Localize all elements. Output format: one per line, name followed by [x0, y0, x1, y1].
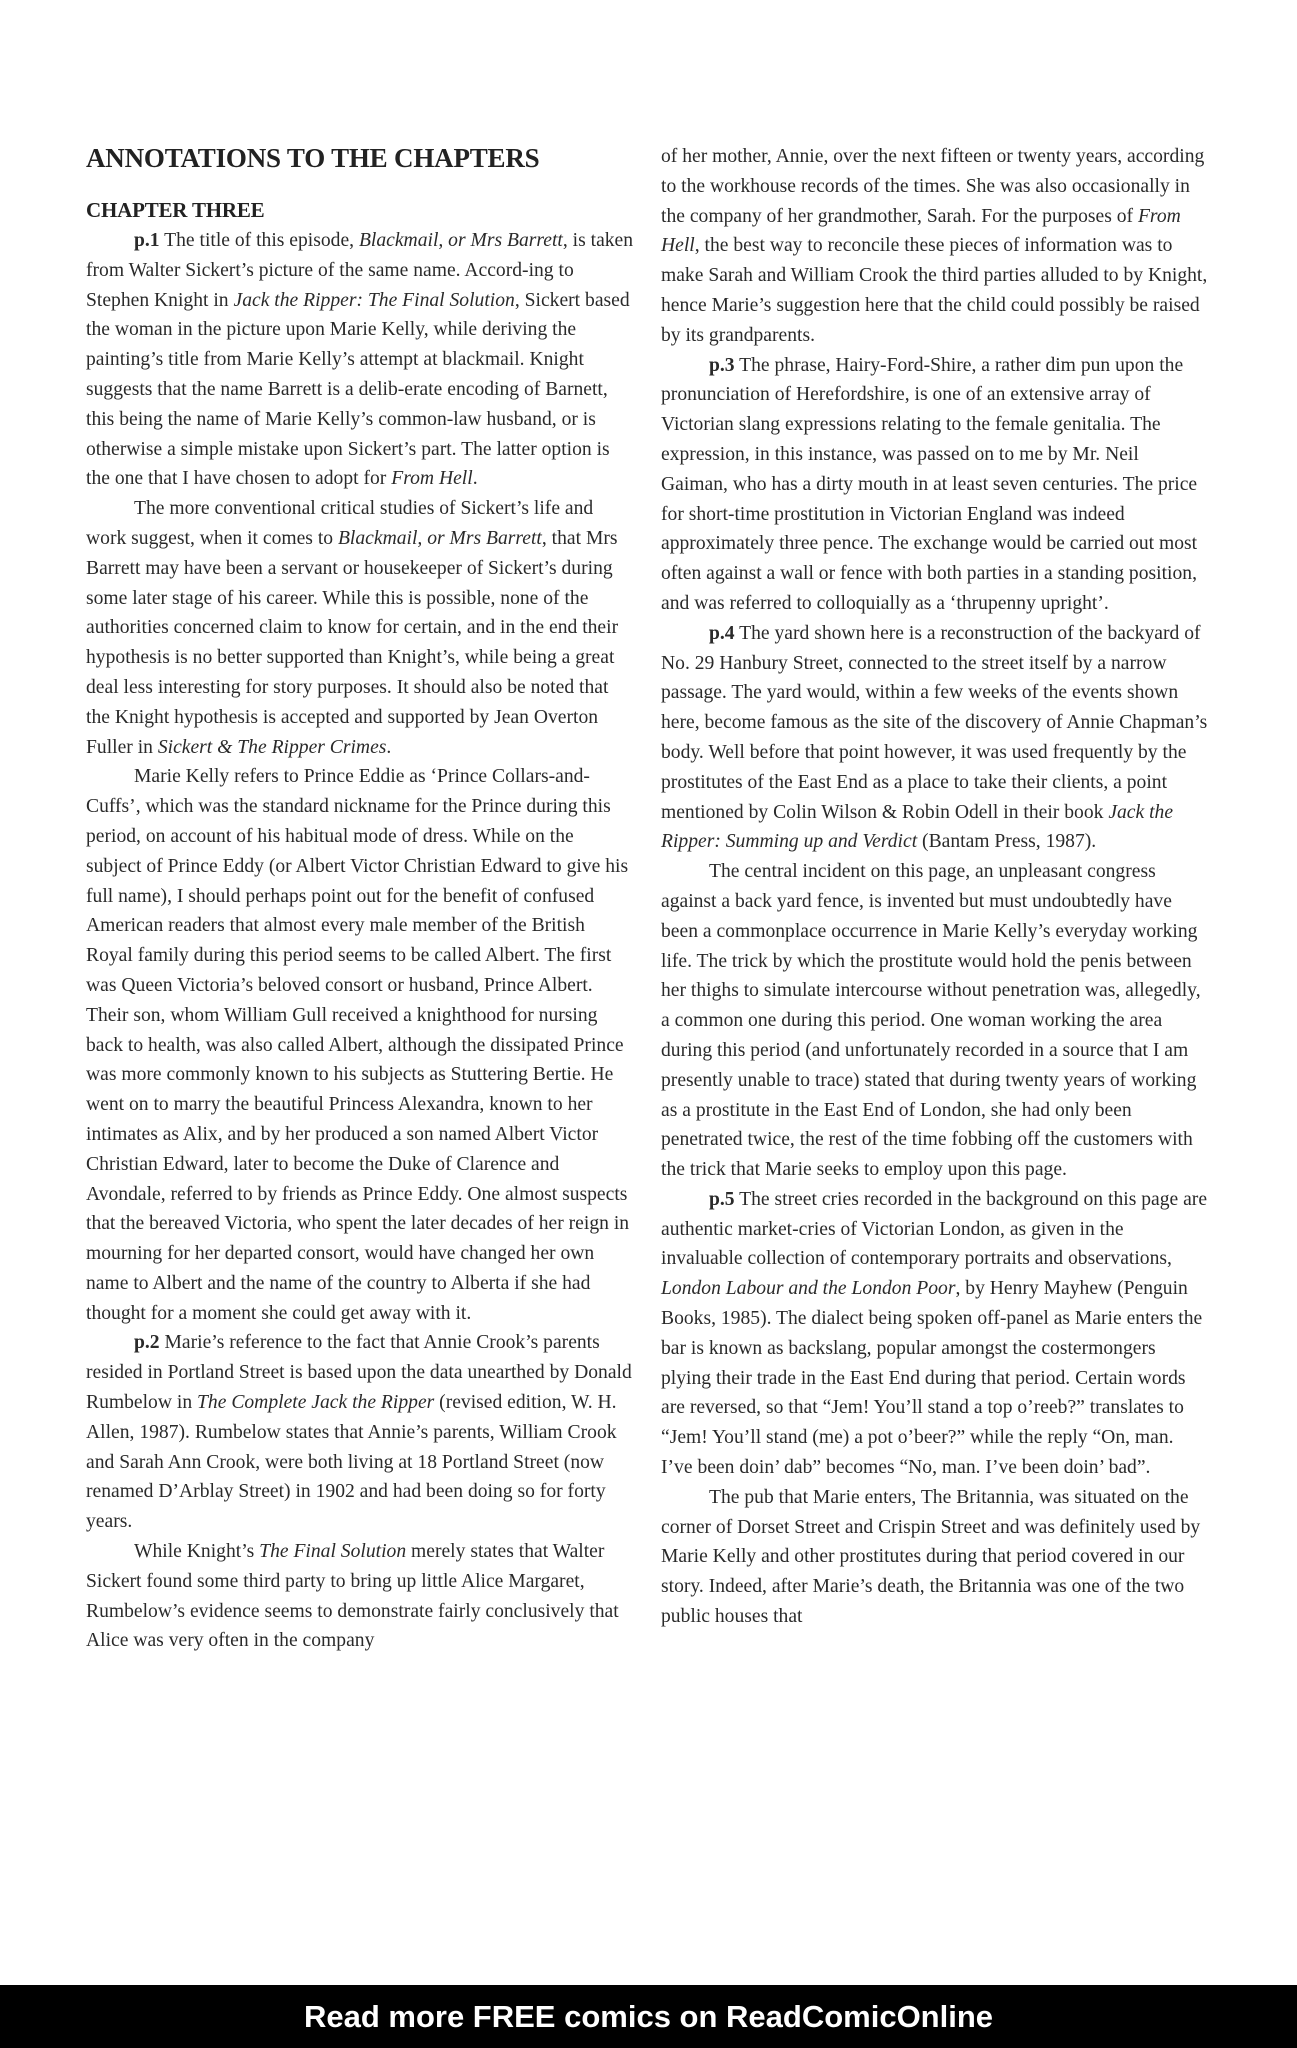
right-paragraphs — [661, 142, 1209, 1632]
annotation-paragraph: p.1 The title of this episode, Blackmail, or Mrs Barrett, is taken from Walter Sickert’s picture of the same name. Accord-ing to Stephen Knight in Jack the Ripper: The Final Solution, Sickert based the woman in the picture upon Marie Kelly, while deriving the painting’s title from Marie Kelly’s attempt at blackmail. Knight suggests that the name Barrett is a delib-erate encoding of Barnett, this being the name of Marie Kelly’s common-law husband, or is otherwise a simple mistake upon Sickert’s part. The latter option is the one that I have chosen to adopt for From Hell. — [86, 230, 634, 490]
page-reference: p.1 — [134, 230, 160, 251]
page-reference: p.2 — [134, 1332, 160, 1354]
annotation-paragraph: p.3 The phrase, Hairy-Ford-Shire, a rather dim pun upon the pronunciation of Herefordshire, is one of an extensive array of Victorian slang expressions relating to the female genitalia. The expression, in this instance, was passed on to me by Mr. Neil Gaiman, who has a dirty mouth in at least seven centuries. The price for short-time prostitution in Victorian England was indeed approximately three pence. The exchange would be carried out most often against a wall or fence with both parties in a standing position, and was referred to colloquially as a ‘thrupenny upright’. — [661, 354, 1198, 614]
annotation-paragraph: The pub that Marie enters, The Britannia, was situated on the corner of Dorset Street and Crispin Street and was definitely used by Marie Kelly and other prostitutes during that period covered in our story. Indeed, after Marie’s death, the Britannia was one of the two public houses that — [661, 1486, 1201, 1628]
right-column — [661, 142, 1209, 1632]
left-paragraphs — [86, 226, 634, 1656]
annotation-paragraph: While Knight’s The Final Solution merely states that Walter Sickert found some third party to bring up little Alice Margaret, Rumbelow’s evidence seems to demonstrate fairly conclusively that Alice was very often in the company — [86, 1541, 619, 1652]
page-reference: p.4 — [709, 622, 735, 644]
title-italic: Sickert & The Ripper Crimes — [157, 736, 387, 758]
title-italic: Blackmail, or Mrs Barrett — [337, 527, 542, 549]
annotation-paragraph: p.5 The street cries recorded in the background on this page are authentic market-cries of Victorian London, as given in the invaluable collection of contemporary portraits and observations, London Labour and the London Poor, by Henry Mayhew (Penguin Books, 1985). The dialect being spoken off-panel as Marie enters the bar is known as backslang, popular amongst the costermongers plying their trade in the East End during that period. Certain words are reversed, so that “Jem! You’ll stand a top o’reeb?” translates to “Jem! You’ll stand (me) a pot o’beer?” while the reply “On, man. I’ve been doin’ dab” becomes “No, man. I’ve been doin’ bad”. — [661, 1188, 1208, 1479]
left-column — [86, 142, 634, 1656]
annotation-paragraph: The central incident on this page, an unpleasant congress against a back yard fence, is invented but must undoubtedly have been a commonplace occurrence in Marie Kelly’s everyday working life. The trick by which the prostitute would hold the penis between her thighs to simulate intercourse without penetration was, allegedly, a common one during this period. One woman working the area during this period (and unfortunately recorded in a source that I am presently unable to trace) stated that during twenty years of working as a prostitute in the East End of London, she had only been penetrated twice, the rest of the time fobbing off the customers with the trick that Marie seeks to employ upon this page. — [661, 861, 1201, 1181]
annotation-paragraph: p.2 Marie’s reference to the fact that Annie Crook’s parents resided in Portland Street is based upon the data unearthed by Donald Rumbelow in The Complete Jack the Ripper (revised edition, W. H. Allen, 1987). Rumbelow states that Annie’s parents, William Crook and Sarah Ann Crook, were both living at 18 Portland Street (now renamed D’Arblay Street) in 1902 and had been doing so for forty years. — [86, 1332, 632, 1533]
title-italic: Jack the Ripper: The Final Solution — [233, 289, 515, 311]
title-italic: The Complete Jack the Ripper — [197, 1392, 435, 1414]
title-italic: London Labour and the London Poor — [661, 1278, 956, 1300]
title-italic: Jack the Ripper: Summing up and Verdict — [661, 801, 1174, 853]
chapter-title: CHAPTER THREE — [86, 198, 265, 222]
annotation-paragraph: of her mother, Annie, over the next fifteen or twenty years, according to the workhouse records of the times. She was also occasionally in the company of her grandmother, Sarah. For the purposes of From Hell, the best way to reconcile these pieces of information was to make Sarah and William Crook the third parties alluded to by Knight, hence Marie’s suggestion here that the child could possibly be raised by its grandparents. — [661, 146, 1208, 346]
page-reference: p.3 — [709, 354, 735, 376]
promo-banner-text[interactable]: Read more FREE comics on ReadComicOnline — [303, 1998, 994, 2034]
title-italic: From Hell — [661, 205, 1181, 257]
annotation-paragraph: Marie Kelly refers to Prince Eddie as ‘Prince Collars-and-Cuffs’, which was the standard nickname for the Prince during this period, on account of his habitual mode of dress. While on the subject of Prince Eddy (or Albert Victor Christian Edward to give his full name), I should perhaps point out for the benefit of confused American readers that almost every male member of the British Royal family during this period seems to be called Albert. The first was Queen Victoria’s beloved consort or husband, Prince Albert. Their son, whom William Gull received a knighthood for nursing back to health, was also called Albert, although the dissipated Prince was more commonly known to his subjects as Stuttering Bertie. He went on to marry the beautiful Princess Alexandra, known to her intimates as Alix, and by her produced a son named Albert Victor Christian Edward, later to become the Duke of Clarence and Avondale, referred to by friends as Prince Eddy. One almost suspects that the bereaved Victoria, who spent the later decades of her reign in mourning for her departed consort, would have changed her own name to Albert and the name of the country to Alberta if she had thought for a moment she could get away with it. — [86, 766, 630, 1324]
title-italic: From Hell — [391, 468, 473, 490]
annotation-paragraph: The more conventional critical studies of Sickert’s life and work suggest, when it comes to Blackmail, or Mrs Barrett, that Mrs Barrett may have been a servant or housekeeper of Sickert’s during some later stage of his career. While this is possible, none of the authorities concerned claim to know for certain, and in the end their hypothesis is no better supported than Knight’s, while being a great deal less interesting for story purposes. It should also be noted that the Knight hypothesis is accepted and supported by Jean Overton Fuller in Sickert & The Ripper Crimes. — [86, 498, 619, 758]
title-italic: Blackmail, or Mrs Barrett — [358, 230, 563, 251]
promo-banner[interactable] — [0, 1985, 1297, 2048]
page-title: ANNOTATIONS TO THE CHAPTERS — [86, 143, 540, 173]
title-italic: The Final Solution — [259, 1541, 407, 1563]
annotation-paragraph: p.4 The yard shown here is a reconstruction of the backyard of No. 29 Hanbury Street, connected to the street itself by a narrow passage. The yard would, within a few weeks of the events shown here, become famous as the site of the discovery of Annie Chapman’s body. Well before that point however, it was used frequently by the prostitutes of the East End as a place to take their clients, a point mentioned by Colin Wilson & Robin Odell in their book Jack the Ripper: Summing up and Verdict (Bantam Press, 1987). — [661, 622, 1208, 853]
page-reference: p.5 — [709, 1188, 735, 1210]
